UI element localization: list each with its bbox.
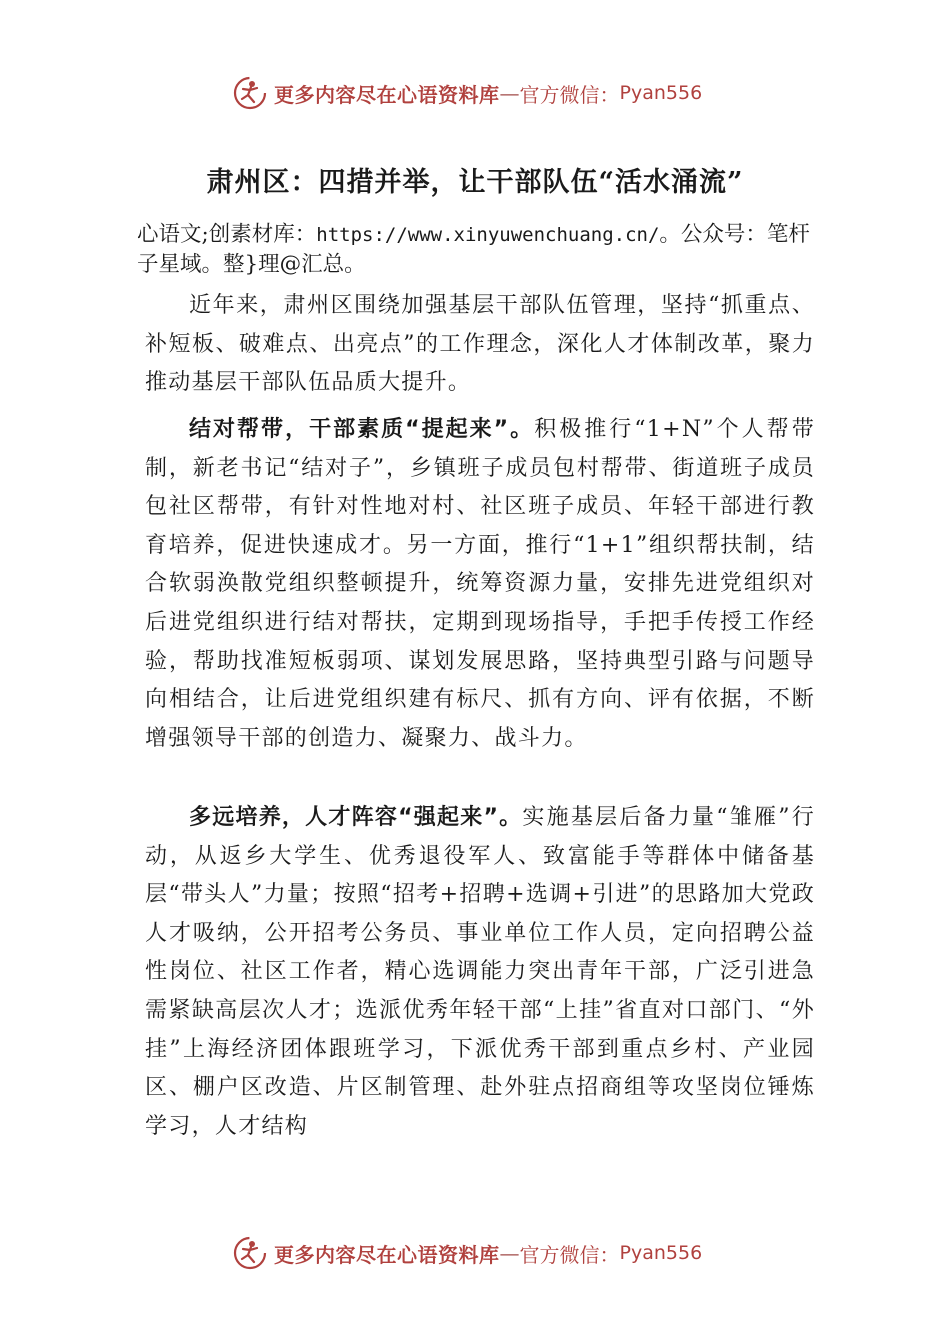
footer-banner <box>232 1233 702 1273</box>
article-title: 肃州区：四措并举，让干部队伍“活水涌流” <box>206 167 744 198</box>
dancer-logo-icon <box>232 75 268 111</box>
section-paragraph-1 <box>145 411 815 758</box>
section-1-text: 积极推行“1+N”个人帮带制，新老书记“结对子”，乡镇班子成员包村帮带、街道班子成员包社区帮带，有针对性地对村、社区班子成员、年轻干部进行教育培养，促进快速成才。另一方面，推行“1+1”组织帮扶制，结合软弱涣散党组织整顿提升，统筹资源力量，安排先进党组织对后进党组织进行结对帮扶，定期到现场指导，手把手传授工作经验，帮助找准短板弱项、谋划发展思路，坚持典型引路与问题导向相结合，让后进党组织建有标尺、抓有方向、评有依据，不断增强领导干部的创造力、凝聚力、战斗力。 <box>145 417 816 751</box>
footer-banner-handle: Pyan556 <box>619 1242 703 1264</box>
footer-banner-channel: 官方微信： <box>519 1242 620 1267</box>
source-line <box>137 220 817 279</box>
header-banner <box>232 73 702 113</box>
banner-brand: 更多内容尽在心语资料库 <box>274 82 500 107</box>
section-2-text: 实施基层后备力量“雏雁”行动，从返乡大学生、优秀退役军人、致富能手等群体中储备基层“带头人”力量；按照“招考+招聘+选调+引进”的思路加大党政人才吸纳，公开招考公务员、事业单位工作人员，定向招聘公益性岗位、社区工作者，精心选调能力突出青年干部，广泛引进急需紧缺高层次人才；选派优秀年轻干部“上挂”省直对口部门、“外挂”上海经济团体跟班学习，下派优秀干部到重点乡村、产业园区、棚户区改造、片区制管理、赴外驻点招商组等攻坚岗位锤炼学习，人才结构 <box>145 805 815 1139</box>
section-2-lead: 多远培养，人才阵容“强起来”。 <box>189 805 523 830</box>
banner-separator: — <box>499 81 520 105</box>
intro-paragraph: 近年来，肃州区围绕加强基层干部队伍管理，坚持“抓重点、补短板、破难点、出亮点”的工作理念，深化人才体制改革，聚力推动基层干部队伍品质大提升。 <box>145 293 815 396</box>
source-prefix: 心语文;创素材库： <box>137 222 317 247</box>
banner-channel: 官方微信： <box>519 82 620 107</box>
section-1-lead: 结对帮带，干部素质“提起来”。 <box>189 417 535 442</box>
banner-handle: Pyan556 <box>619 82 703 104</box>
footer-banner-brand: 更多内容尽在心语资料库 <box>274 1242 500 1267</box>
source-suffix: 。公众号：笔杆子星域。整}理@汇总。 <box>137 222 810 277</box>
section-paragraph-2 <box>145 799 815 1146</box>
source-url: https://www.xinyuwenchuang.cn/ <box>316 224 660 246</box>
dancer-logo-icon <box>232 1235 268 1271</box>
footer-banner-separator: — <box>499 1241 520 1265</box>
